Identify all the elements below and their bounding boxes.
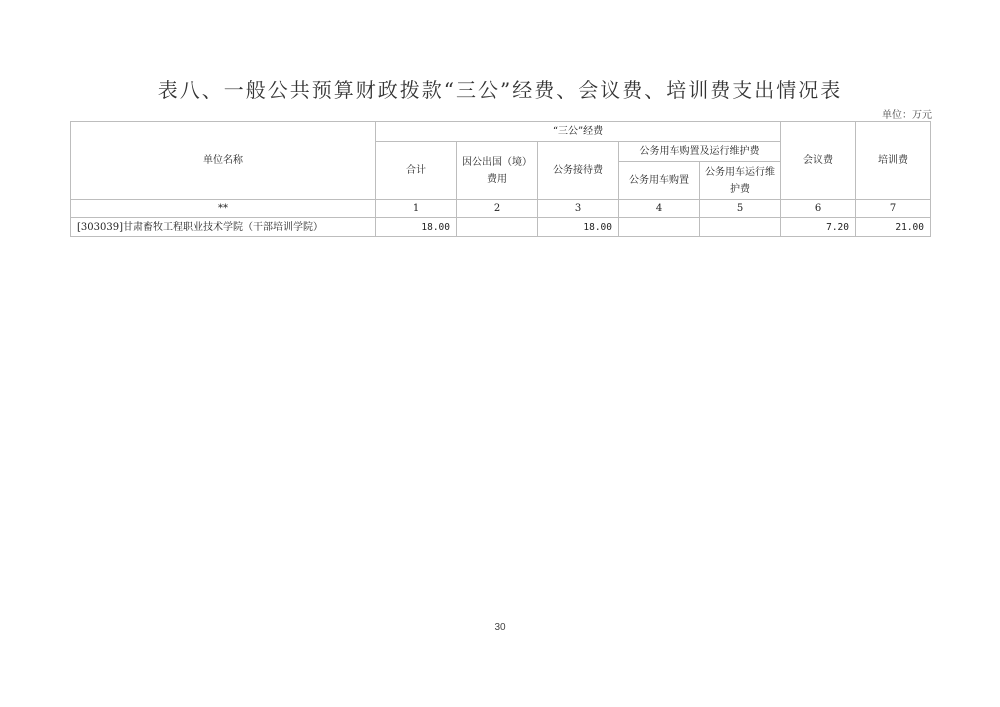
index-cell: 5 [700, 200, 781, 218]
header-abroad: 因公出国（境）费用 [457, 142, 538, 200]
header-unit-name: 单位名称 [71, 122, 376, 200]
index-cell: 1 [376, 200, 457, 218]
header-total: 合计 [376, 142, 457, 200]
header-vehicle-purchase: 公务用车购置 [619, 162, 700, 200]
cell-vehicle-purchase [619, 218, 700, 237]
index-cell: 7 [856, 200, 931, 218]
cell-reception: 18.00 [538, 218, 619, 237]
index-cell: 6 [781, 200, 856, 218]
index-cell: ** [71, 200, 376, 218]
cell-vehicle-operation [700, 218, 781, 237]
page-title: 表八、一般公共预算财政拨款“三公”经费、会议费、培训费支出情况表 [157, 78, 843, 102]
cell-meeting: 7.20 [781, 218, 856, 237]
index-cell: 3 [538, 200, 619, 218]
page-number: 30 [494, 622, 506, 633]
header-sangong: “三公”经费 [376, 122, 781, 142]
cell-total: 18.00 [376, 218, 457, 237]
header-row-1 [71, 122, 931, 142]
header-vehicle-operation: 公务用车运行维护费 [700, 162, 781, 200]
cell-abroad [457, 218, 538, 237]
index-cell: 4 [619, 200, 700, 218]
table-row [71, 218, 931, 237]
header-reception: 公务接待费 [538, 142, 619, 200]
header-training: 培训费 [856, 122, 931, 200]
unit-label: 单位：万元 [882, 110, 932, 121]
cell-unit-name: [303039]甘肃畜牧工程职业技术学院（干部培训学院） [71, 218, 376, 237]
header-vehicle-group: 公务用车购置及运行维护费 [619, 142, 781, 162]
header-meeting: 会议费 [781, 122, 856, 200]
index-row [71, 200, 931, 218]
expenditure-table [70, 121, 931, 237]
index-cell: 2 [457, 200, 538, 218]
cell-training: 21.00 [856, 218, 931, 237]
